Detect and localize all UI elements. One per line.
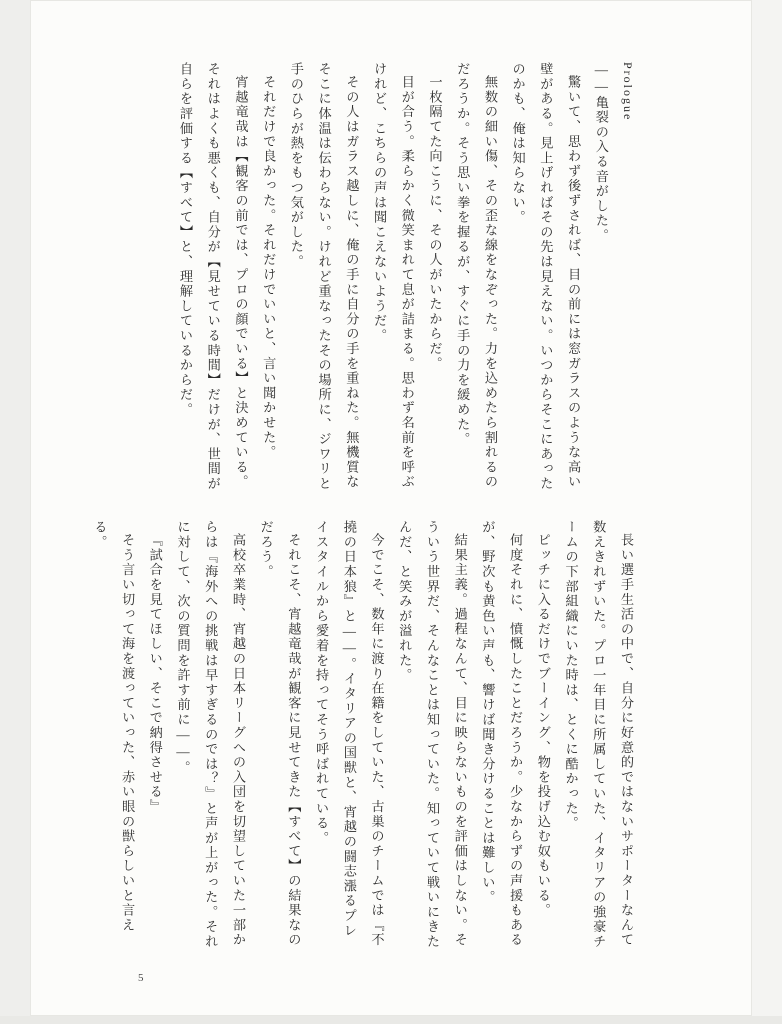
paragraph: ピッチに入るだけでブーイング、物を投げ込む奴もいる。 <box>535 533 551 918</box>
paragraph: 目が合う。柔らかく微笑まれて息が詰まる。思わず名前を呼ぶけれど、こちらの声は聞こえないようだ。 <box>372 62 415 490</box>
page-bottom-strip <box>0 1016 782 1024</box>
paragraph: その人はガラス越しに、俺の手に自分の手を重ねた。無機質なそこに体温は伝わらない。けれど重なったその場所に、ジワリと手のひらが熱をもつ気がした。 <box>288 62 360 492</box>
page-sheet <box>30 0 752 1016</box>
paragraph: 今でこそ、数年に渡り在籍をしていた、古巣のチームでは『不撓の日本狼』と——。イタリアの国獣と、宵越の闘志漲るプレイスタイルから愛着を持ってそう呼ばれている。 <box>314 520 385 948</box>
paragraph: 宵越竜哉は【観客の前では、プロの顔でいる】と決めている。それはよくも悪くも、自分が【見せている時間】だけが、世間が自らを評価する【すべて】と、理解しているからだ。 <box>178 62 249 492</box>
page-edge-left <box>0 0 30 1024</box>
text-block-lower <box>80 520 640 950</box>
paragraph: それだけで良かった。それだけでいいと、言い聞かせた。 <box>261 75 277 460</box>
paragraph: ——亀裂の入る音がした。 <box>593 62 609 244</box>
paragraph: 何度それに、憤慨したことだろうか。少なからずの声援もあるが、野次も黄色い声も、響けば聞き分けることは難しい。 <box>480 520 524 948</box>
paragraph: 無数の細い傷、その歪な線をなぞった。力を込めたら割れるのだろうか。そう思い拳を握るが、すぐに手の力を緩めた。 <box>455 62 498 490</box>
paragraph: 長い選手生活の中で、自分に好意的ではないサポーターなんて数えきれずいた。プロ一年目に所属していた、イタリアの強豪チームの下部組織にいた時は、とくに酷かった。 <box>563 520 634 950</box>
page-number: 5 <box>138 972 144 984</box>
paragraph: 高校卒業時、宵越の日本リーグへの入団を切望していた一部からは『海外への挑戦は早すぎるのでは？』と声が上がった。それに対して、次の質問を許す前に——。 <box>175 520 246 950</box>
paragraph: それこそ、宵越竜哉が観客に見せてきた【すべて】の結果なのだろう。 <box>258 520 302 948</box>
page-edge-right <box>752 0 782 1024</box>
paragraph: そう言い切って海を渡っていった、赤い眼の獣らしいと言える。 <box>92 520 136 933</box>
text-block-upper <box>80 62 640 492</box>
paragraph: 一枚隔てた向こうに、その人がいたからだ。 <box>427 75 443 372</box>
paragraph: 驚いて、思わず後ずされば、目の前には窓ガラスのような高い壁がある。見上げればその先は見えない。いつからそこにあったのかも、俺は知らない。 <box>510 62 582 492</box>
paragraph: 『試合を見てほしい、そこで納得させる』 <box>147 533 163 815</box>
chapter-heading: Prologue <box>621 62 635 122</box>
paragraph: 結果主義。過程なんて、目に映らないものを評価はしない。そういう世界だ、そんなことは知っていた。知っていて戦いにきたんだ、と笑みが溢れた。 <box>397 520 468 950</box>
